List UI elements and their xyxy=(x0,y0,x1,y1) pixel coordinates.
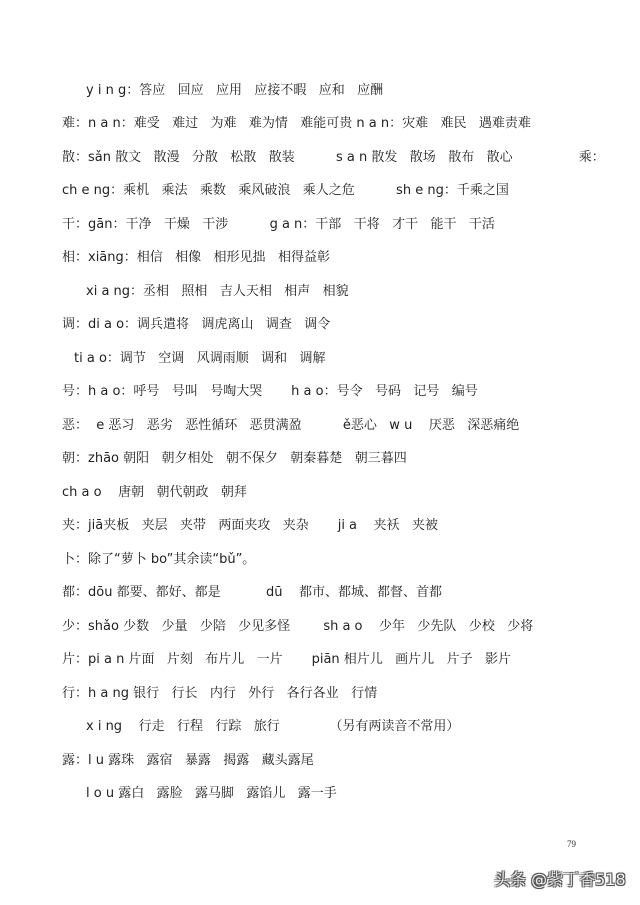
entry-diao-line: 调：di a o：调兵遣将 调虎离山 调查 调令 xyxy=(62,317,331,332)
entry-chao-line: ch a o 唐朝 朝代朝政 朝拜 xyxy=(62,485,247,500)
entry-cheng-line: ch e ng：乘机 乘法 乘数 乘风破浪 乘人之危 sh e ng：千乘之国 xyxy=(62,183,509,198)
entry-jia-line: 夹：jiā夹板 夹层 夹带 两面夹攻 夹杂 ji a 夹袄 夹被 xyxy=(62,518,438,533)
entry-lou-line: l o u 露白 露脸 露马脚 露馅儿 露一手 xyxy=(86,786,337,801)
watermark: 头条 @紫丁香518 xyxy=(494,870,626,889)
entry-bu-line: 卜：除了“萝卜 bo”其余读“bǔ”。 xyxy=(62,552,256,567)
entry-hang-line: 行：h a ng 银行 行长 内行 外行 各行各业 行情 xyxy=(62,686,378,701)
entry-lu-line: 露：l u 露珠 露宿 暴露 揭露 藏头露尾 xyxy=(62,753,314,768)
entry-hao-line: 号：h a o：呼号 号叫 号啕大哭 h a o：号令 号码 记号 编号 xyxy=(62,384,478,399)
page-number: 79 xyxy=(567,839,576,849)
entry-dou-line: 都：dōu 都要、都好、都是 dū 都市、都城、都督、首都 xyxy=(62,585,443,600)
entry-xiang2-line: xi a ng：丞相 照相 吉人天相 相声 相貌 xyxy=(86,284,349,299)
entry-pian-line: 片：pi a n 片面 片刻 布片儿 一片 piān 相片儿 画片儿 片子 影片 xyxy=(62,652,511,667)
entry-zhao-line: 朝：zhāo 朝阳 朝夕相处 朝不保夕 朝秦暮楚 朝三暮四 xyxy=(62,451,407,466)
entry-san-line: 散：sǎn 散文 散漫 分散 松散 散装 s a n 散发 散场 散布 散心 乘： xyxy=(62,150,605,165)
entry-e-line: 恶： e 恶习 恶劣 恶性循环 恶贯满盈 ě恶心 w u 厌恶 深恶痛绝 xyxy=(62,418,520,433)
entry-tiao-line: ti a o：调节 空调 风调雨顺 调和 调解 xyxy=(74,351,326,366)
entry-nan-line: 难：n a n：难受 难过 为难 难为情 难能可贵 n a n：灾难 难民 遇难责难 xyxy=(62,116,531,131)
entry-xing-line: x i ng 行走 行程 行踪 旅行 （另有两读音不常用） xyxy=(86,719,460,734)
entry-gan-line: 干：gān：干净 干燥 干涉 g a n：干部 干将 才干 能干 干活 xyxy=(62,217,495,232)
entry-xiang-line: 相：xiāng：相信 相像 相形见拙 相得益彰 xyxy=(62,250,330,265)
entry-shao-line: 少：shǎo 少数 少量 少陪 少见多怪 sh a o 少年 少先队 少校 少将 xyxy=(62,619,534,634)
entry-ying-line: y i n g：答应 回应 应用 应接不暇 应和 应酬 xyxy=(86,83,384,98)
